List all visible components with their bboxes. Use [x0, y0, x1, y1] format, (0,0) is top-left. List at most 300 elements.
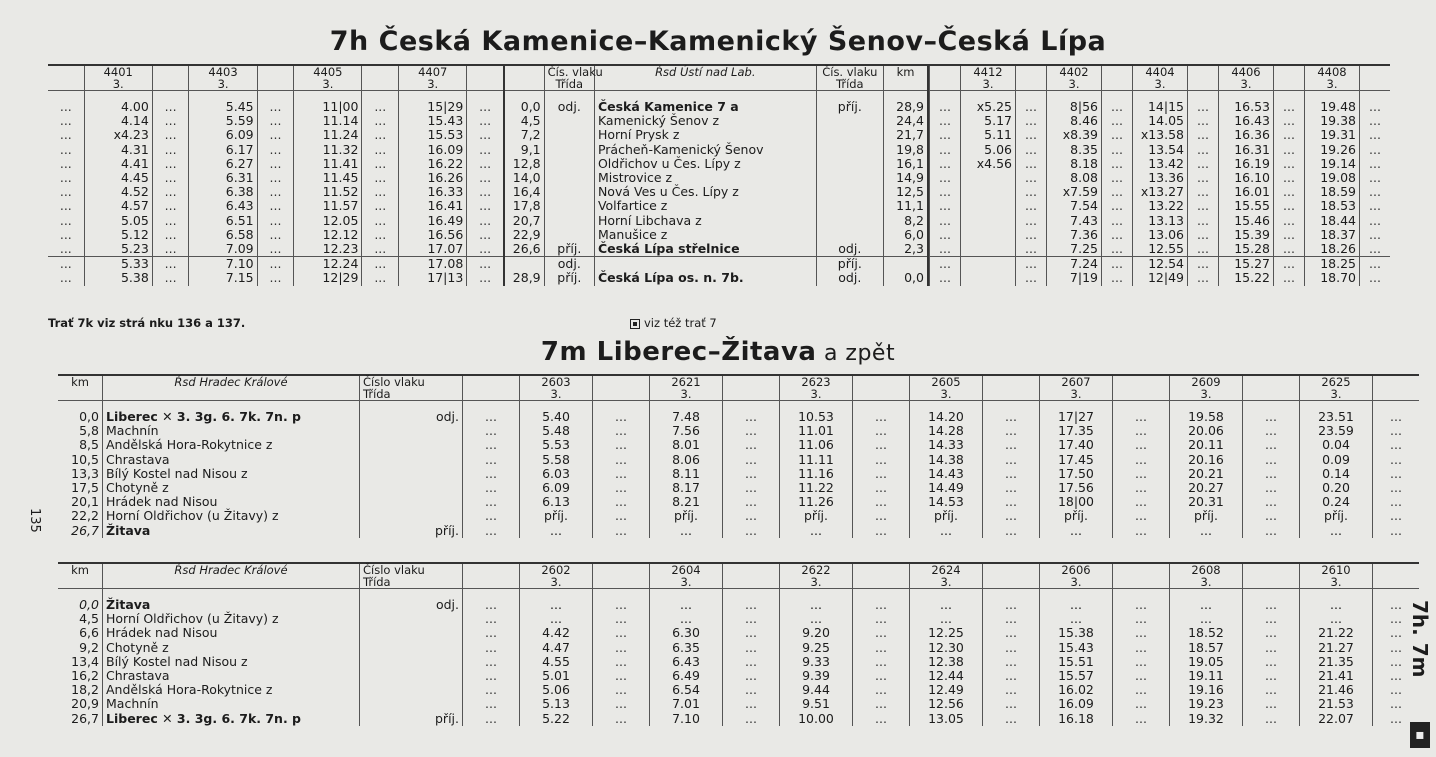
- empty-dots: ...: [1243, 524, 1300, 538]
- station-flag: odj.: [360, 410, 463, 424]
- train-class: 3.: [1068, 77, 1080, 91]
- empty-dots: ...: [1188, 242, 1219, 257]
- station-km-return: 16,1: [884, 157, 928, 171]
- station-flag: odj.: [360, 598, 463, 612]
- train-number-header: [1170, 375, 1243, 401]
- time-cell: ...: [780, 598, 853, 612]
- time-cell: 15.43: [399, 114, 467, 128]
- time-cell: ...: [1040, 524, 1113, 538]
- empty-dots: ...: [1102, 185, 1133, 199]
- dots-column-header: [1188, 65, 1219, 91]
- station-km-return: 6,0: [884, 228, 928, 242]
- time-cell: 16.09: [399, 143, 467, 157]
- empty-dots: ...: [1373, 683, 1420, 697]
- time-cell: 16.41: [399, 199, 467, 213]
- train-class: 3.: [550, 575, 562, 589]
- empty-dots: ...: [853, 509, 910, 523]
- empty-dots: ...: [467, 128, 503, 142]
- time-cell: 21.22: [1300, 626, 1373, 640]
- empty-dots: ...: [467, 143, 503, 157]
- time-cell: [961, 199, 1016, 213]
- time-cell: 19.16: [1170, 683, 1243, 697]
- time-cell: 12.24: [294, 257, 362, 272]
- dots-column-header: [593, 375, 650, 401]
- time-cell: 14.43: [910, 467, 983, 481]
- time-cell: 16.53: [1219, 100, 1274, 114]
- time-cell: 7.01: [650, 697, 723, 711]
- empty-dots: ...: [1188, 214, 1219, 228]
- empty-dots: ...: [152, 114, 189, 128]
- time-cell: 13.06: [1133, 228, 1188, 242]
- empty-dots: ...: [1188, 128, 1219, 142]
- train-number: 4401: [103, 65, 133, 79]
- time-cell: 16.33: [399, 185, 467, 199]
- title-7h: 7h Česká Kamenice–Kamenický Šenov–Česká Lípa: [329, 26, 1107, 57]
- empty-dots: ...: [723, 438, 780, 452]
- station-km-return: 11,1: [884, 199, 928, 213]
- empty-dots: ...: [853, 438, 910, 452]
- time-cell: 16.09: [1040, 697, 1113, 711]
- empty-dots: ...: [723, 655, 780, 669]
- empty-dots: ...: [463, 467, 520, 481]
- empty-dots: ...: [1113, 495, 1170, 509]
- empty-dots: ...: [1274, 171, 1305, 185]
- time-cell: 14.53: [910, 495, 983, 509]
- time-cell: 6.43: [650, 655, 723, 669]
- time-cell: 4.41: [84, 157, 152, 171]
- empty-dots: ...: [853, 712, 910, 726]
- time-cell: 20.21: [1170, 467, 1243, 481]
- time-cell: 17.35: [1040, 424, 1113, 438]
- empty-dots: ...: [1188, 100, 1219, 114]
- empty-dots: ...: [463, 453, 520, 467]
- empty-dots: ...: [1243, 467, 1300, 481]
- train-number-header: [1219, 65, 1274, 91]
- time-cell: 0.14: [1300, 467, 1373, 481]
- empty-dots: ...: [1188, 185, 1219, 199]
- time-cell: 7.10: [189, 257, 257, 272]
- empty-dots: ...: [1016, 214, 1047, 228]
- empty-dots: ...: [1243, 641, 1300, 655]
- station-name: [594, 257, 816, 272]
- time-cell: 13.36: [1133, 171, 1188, 185]
- empty-dots: ...: [853, 697, 910, 711]
- time-cell: ...: [780, 612, 853, 626]
- dots-column-header: [467, 65, 503, 91]
- time-cell: 13.54: [1133, 143, 1188, 157]
- t7h-right-table: [929, 64, 1390, 286]
- train-number: 4412: [973, 65, 1003, 79]
- time-cell: 16.26: [399, 171, 467, 185]
- train-number-header: [189, 65, 257, 91]
- station-name: Liberec ✕ 3. 3g. 6. 7k. 7n. p: [103, 712, 360, 726]
- empty-dots: ...: [362, 214, 399, 228]
- train-number-header: [780, 563, 853, 589]
- t7h-stations-table: [503, 64, 929, 286]
- station-km: 0,0: [79, 597, 99, 612]
- time-cell: 15.22: [1219, 271, 1274, 285]
- time-cell: 21.27: [1300, 641, 1373, 655]
- station-km: 6,6: [79, 625, 99, 641]
- time-cell: 6.43: [189, 199, 257, 213]
- train-class: 3.: [550, 387, 562, 401]
- empty-dots: ...: [1373, 524, 1420, 538]
- station-km: 4,5: [79, 611, 99, 627]
- dots-column-header: [1102, 65, 1133, 91]
- empty-dots: ...: [1016, 143, 1047, 157]
- time-cell: 5.45: [189, 100, 257, 114]
- empty-dots: ...: [362, 100, 399, 114]
- empty-dots: ...: [257, 143, 294, 157]
- station-name: Horní Oldřichov (u Žitavy) z: [103, 509, 360, 523]
- time-cell: 17.40: [1040, 438, 1113, 452]
- empty-dots: ...: [152, 143, 189, 157]
- station-name: Bílý Kostel nad Nisou z: [103, 655, 360, 669]
- empty-dots: ...: [1102, 157, 1133, 171]
- station-flag: [360, 697, 463, 711]
- station-km: 17,5: [71, 480, 99, 496]
- empty-dots: ...: [463, 481, 520, 495]
- time-cell: 20.31: [1170, 495, 1243, 509]
- time-cell: [961, 228, 1016, 242]
- time-cell: 5.23: [84, 242, 152, 257]
- dots-column-header: [152, 65, 189, 91]
- t7m-liberec-zitava-table: [58, 374, 1419, 538]
- time-cell: 15.38: [1040, 626, 1113, 640]
- empty-dots: ...: [1360, 157, 1391, 171]
- train-number: 2605: [931, 375, 961, 389]
- empty-dots: ...: [1016, 185, 1047, 199]
- station-km-return: 8,2: [884, 214, 928, 228]
- station-name: Horní Libchava z: [594, 214, 816, 228]
- time-cell: 18.26: [1305, 242, 1360, 257]
- empty-dots: ...: [930, 228, 961, 242]
- train-number-header: [1040, 563, 1113, 589]
- station-flag: [544, 228, 594, 242]
- title-7m: [0, 337, 1436, 367]
- time-cell: 18|00: [1040, 495, 1113, 509]
- time-cell: příj.: [1040, 509, 1113, 523]
- empty-dots: ...: [1360, 128, 1391, 142]
- time-cell: 13.13: [1133, 214, 1188, 228]
- empty-dots: ...: [1016, 257, 1047, 272]
- empty-dots: ...: [930, 157, 961, 171]
- time-cell: 16.56: [399, 228, 467, 242]
- empty-dots: ...: [362, 185, 399, 199]
- empty-dots: ...: [1373, 467, 1420, 481]
- time-cell: 8|56: [1047, 100, 1102, 114]
- time-cell: 16.49: [399, 214, 467, 228]
- empty-dots: ...: [723, 683, 780, 697]
- time-cell: 19.48: [1305, 100, 1360, 114]
- empty-dots: ...: [467, 242, 503, 257]
- time-cell: 9.44: [780, 683, 853, 697]
- empty-dots: ...: [1243, 424, 1300, 438]
- time-cell: 19.23: [1170, 697, 1243, 711]
- empty-dots: ...: [1360, 242, 1391, 257]
- station-name: Žitava: [103, 598, 360, 612]
- station-km: 20,9: [71, 696, 99, 712]
- time-cell: 7.36: [1047, 228, 1102, 242]
- empty-dots: ...: [1016, 157, 1047, 171]
- empty-dots: ...: [930, 271, 961, 285]
- time-cell: 11.14: [294, 114, 362, 128]
- time-cell: 4.45: [84, 171, 152, 185]
- time-cell: 20.11: [1170, 438, 1243, 452]
- time-cell: 6.35: [650, 641, 723, 655]
- empty-dots: ...: [1113, 598, 1170, 612]
- empty-dots: ...: [1360, 185, 1391, 199]
- time-cell: 10.00: [780, 712, 853, 726]
- empty-dots: ...: [723, 467, 780, 481]
- train-class: 3.: [810, 387, 822, 401]
- time-cell: 5.06: [520, 683, 593, 697]
- time-cell: 9.39: [780, 669, 853, 683]
- time-cell: 19.11: [1170, 669, 1243, 683]
- empty-dots: ...: [1373, 626, 1420, 640]
- empty-dots: ...: [1243, 598, 1300, 612]
- time-cell: 4.42: [520, 626, 593, 640]
- time-cell: 16.22: [399, 157, 467, 171]
- time-cell: [961, 242, 1016, 257]
- train-class: 3.: [940, 575, 952, 589]
- time-cell: ...: [910, 612, 983, 626]
- time-cell: 11.11: [780, 453, 853, 467]
- empty-dots: ...: [723, 641, 780, 655]
- train-number: 2622: [801, 563, 831, 577]
- time-cell: 7.48: [650, 410, 723, 424]
- empty-dots: ...: [593, 495, 650, 509]
- station-flag: [360, 481, 463, 495]
- time-cell: 23.51: [1300, 410, 1373, 424]
- station-km-return: 24,4: [884, 114, 928, 128]
- train-number-header: [780, 375, 853, 401]
- empty-dots: ...: [723, 697, 780, 711]
- empty-dots: ...: [1243, 683, 1300, 697]
- empty-dots: ...: [1360, 100, 1391, 114]
- empty-dots: ...: [1102, 128, 1133, 142]
- station-flag-return: [816, 157, 883, 171]
- empty-dots: ...: [1243, 669, 1300, 683]
- time-cell: 8.01: [650, 438, 723, 452]
- time-cell: 9.25: [780, 641, 853, 655]
- station-flag-return: [816, 199, 883, 213]
- class-label: Třída: [363, 387, 391, 401]
- time-cell: ...: [1300, 598, 1373, 612]
- empty-dots: ...: [257, 157, 294, 171]
- time-cell: 12.55: [1133, 242, 1188, 257]
- time-cell: 14.38: [910, 453, 983, 467]
- empty-dots: ...: [1274, 185, 1305, 199]
- station-km: 0,0: [504, 100, 544, 114]
- station-flag-return: příj.: [816, 100, 883, 114]
- time-cell: 5.01: [520, 669, 593, 683]
- empty-dots: ...: [463, 509, 520, 523]
- dots-column-header: [1373, 563, 1420, 589]
- time-cell: 16.02: [1040, 683, 1113, 697]
- time-cell: 16.36: [1219, 128, 1274, 142]
- empty-dots: ...: [362, 271, 399, 285]
- station-flag: [360, 453, 463, 467]
- square-symbol-icon: [630, 319, 640, 329]
- empty-dots: ...: [853, 524, 910, 538]
- empty-dots: ...: [1113, 481, 1170, 495]
- empty-dots: ...: [463, 641, 520, 655]
- station-flag: příj.: [544, 242, 594, 257]
- time-cell: příj.: [780, 509, 853, 523]
- empty-dots: ...: [1113, 697, 1170, 711]
- empty-dots: ...: [257, 199, 294, 213]
- station-km: [504, 257, 544, 272]
- station-name: Česká Kamenice 7 a: [594, 100, 816, 114]
- empty-dots: ...: [930, 171, 961, 185]
- time-cell: 9.20: [780, 626, 853, 640]
- time-cell: 11.06: [780, 438, 853, 452]
- station-flag-return: [816, 114, 883, 128]
- time-cell: 6.38: [189, 185, 257, 199]
- empty-dots: ...: [930, 143, 961, 157]
- empty-dots: ...: [983, 424, 1040, 438]
- time-cell: příj.: [1170, 509, 1243, 523]
- empty-dots: ...: [930, 100, 961, 114]
- train-number: 4408: [1317, 65, 1347, 79]
- empty-dots: ...: [467, 114, 503, 128]
- time-cell: 8.17: [650, 481, 723, 495]
- empty-dots: ...: [1102, 199, 1133, 213]
- train-class: 3.: [1200, 575, 1212, 589]
- time-cell: 11.01: [780, 424, 853, 438]
- empty-dots: ...: [930, 114, 961, 128]
- time-cell: 5.11: [961, 128, 1016, 142]
- empty-dots: ...: [152, 257, 189, 272]
- train-number-header: [1040, 375, 1113, 401]
- empty-dots: ...: [1113, 453, 1170, 467]
- empty-dots: ...: [463, 495, 520, 509]
- time-cell: příj.: [910, 509, 983, 523]
- class-label: Třída: [555, 77, 584, 91]
- empty-dots: ...: [1373, 655, 1420, 669]
- empty-dots: ...: [1243, 495, 1300, 509]
- time-cell: 12|29: [294, 271, 362, 285]
- dots-column-header: [48, 65, 84, 91]
- station-name: Nová Ves u Čes. Lípy z: [594, 185, 816, 199]
- station-flag: [360, 655, 463, 669]
- time-cell: 16.19: [1219, 157, 1274, 171]
- time-cell: 12|49: [1133, 271, 1188, 285]
- train-class: 3.: [982, 77, 994, 91]
- empty-dots: ...: [723, 524, 780, 538]
- time-cell: 6.09: [189, 128, 257, 142]
- train-number: 2602: [541, 563, 571, 577]
- train-number-header: [961, 65, 1016, 91]
- station-flag: odj.: [544, 100, 594, 114]
- empty-dots: ...: [723, 612, 780, 626]
- time-cell: 19.32: [1170, 712, 1243, 726]
- time-cell: 7.56: [650, 424, 723, 438]
- time-cell: 15.46: [1219, 214, 1274, 228]
- time-cell: 8.21: [650, 495, 723, 509]
- empty-dots: ...: [853, 495, 910, 509]
- time-cell: 6.51: [189, 214, 257, 228]
- train-number: 4405: [313, 65, 343, 79]
- train-number: 2625: [1321, 375, 1351, 389]
- time-cell: příj.: [520, 509, 593, 523]
- train-class: 3.: [810, 575, 822, 589]
- empty-dots: ...: [723, 424, 780, 438]
- side-section-label: 7h. 7m: [1408, 600, 1432, 678]
- class-label: Třída: [836, 77, 864, 91]
- time-cell: 11.52: [294, 185, 362, 199]
- time-cell: 4.57: [84, 199, 152, 213]
- empty-dots: ...: [463, 655, 520, 669]
- time-cell: 6.13: [520, 495, 593, 509]
- time-cell: 20.16: [1170, 453, 1243, 467]
- empty-dots: ...: [59, 226, 72, 242]
- empty-dots: ...: [1274, 114, 1305, 128]
- time-cell: 8.08: [1047, 171, 1102, 185]
- train-number: 2624: [931, 563, 961, 577]
- time-cell: 13.42: [1133, 157, 1188, 171]
- station-name: Žitava: [103, 524, 360, 538]
- empty-dots: ...: [983, 669, 1040, 683]
- empty-dots: ...: [152, 242, 189, 257]
- empty-dots: ...: [1373, 453, 1420, 467]
- empty-dots: ...: [593, 467, 650, 481]
- empty-dots: ...: [983, 683, 1040, 697]
- time-cell: příj.: [650, 509, 723, 523]
- train-class: 3.: [680, 575, 692, 589]
- time-cell: 15.28: [1219, 242, 1274, 257]
- empty-dots: ...: [1360, 214, 1391, 228]
- empty-dots: ...: [723, 481, 780, 495]
- dots-column-header: [1113, 563, 1170, 589]
- time-cell: 12.30: [910, 641, 983, 655]
- empty-dots: ...: [723, 712, 780, 726]
- empty-dots: ...: [593, 598, 650, 612]
- operator-label: Ŕsd Hradec Králové: [103, 375, 360, 401]
- train-number: 2607: [1061, 375, 1091, 389]
- train-number-header: [650, 375, 723, 401]
- empty-dots: ...: [723, 626, 780, 640]
- empty-dots: ...: [1102, 114, 1133, 128]
- empty-dots: ...: [930, 199, 961, 213]
- train-class: 3.: [217, 77, 229, 91]
- operator-label: Ŕsd Ústí nad Lab.: [594, 65, 816, 91]
- station-km: 12,8: [504, 157, 544, 171]
- t7h-left-table: [48, 64, 503, 286]
- station-km: 8,5: [79, 437, 99, 453]
- station-name: Andělská Hora-Rokytnice z: [103, 683, 360, 697]
- empty-dots: ...: [593, 481, 650, 495]
- time-cell: ...: [1170, 524, 1243, 538]
- time-cell: 19.08: [1305, 171, 1360, 185]
- time-cell: 12.23: [294, 242, 362, 257]
- dots-column-header: [983, 563, 1040, 589]
- time-cell: 12.44: [910, 669, 983, 683]
- empty-dots: ...: [1274, 214, 1305, 228]
- empty-dots: ...: [1360, 228, 1391, 242]
- empty-dots: ...: [1113, 641, 1170, 655]
- station-flag: [544, 114, 594, 128]
- empty-dots: ...: [1360, 257, 1391, 272]
- time-cell: 7|19: [1047, 271, 1102, 285]
- empty-dots: ...: [1113, 712, 1170, 726]
- empty-dots: ...: [930, 214, 961, 228]
- column-header: [360, 563, 463, 589]
- train-class: 3.: [1330, 387, 1342, 401]
- empty-dots: ...: [257, 114, 294, 128]
- empty-dots: ...: [463, 612, 520, 626]
